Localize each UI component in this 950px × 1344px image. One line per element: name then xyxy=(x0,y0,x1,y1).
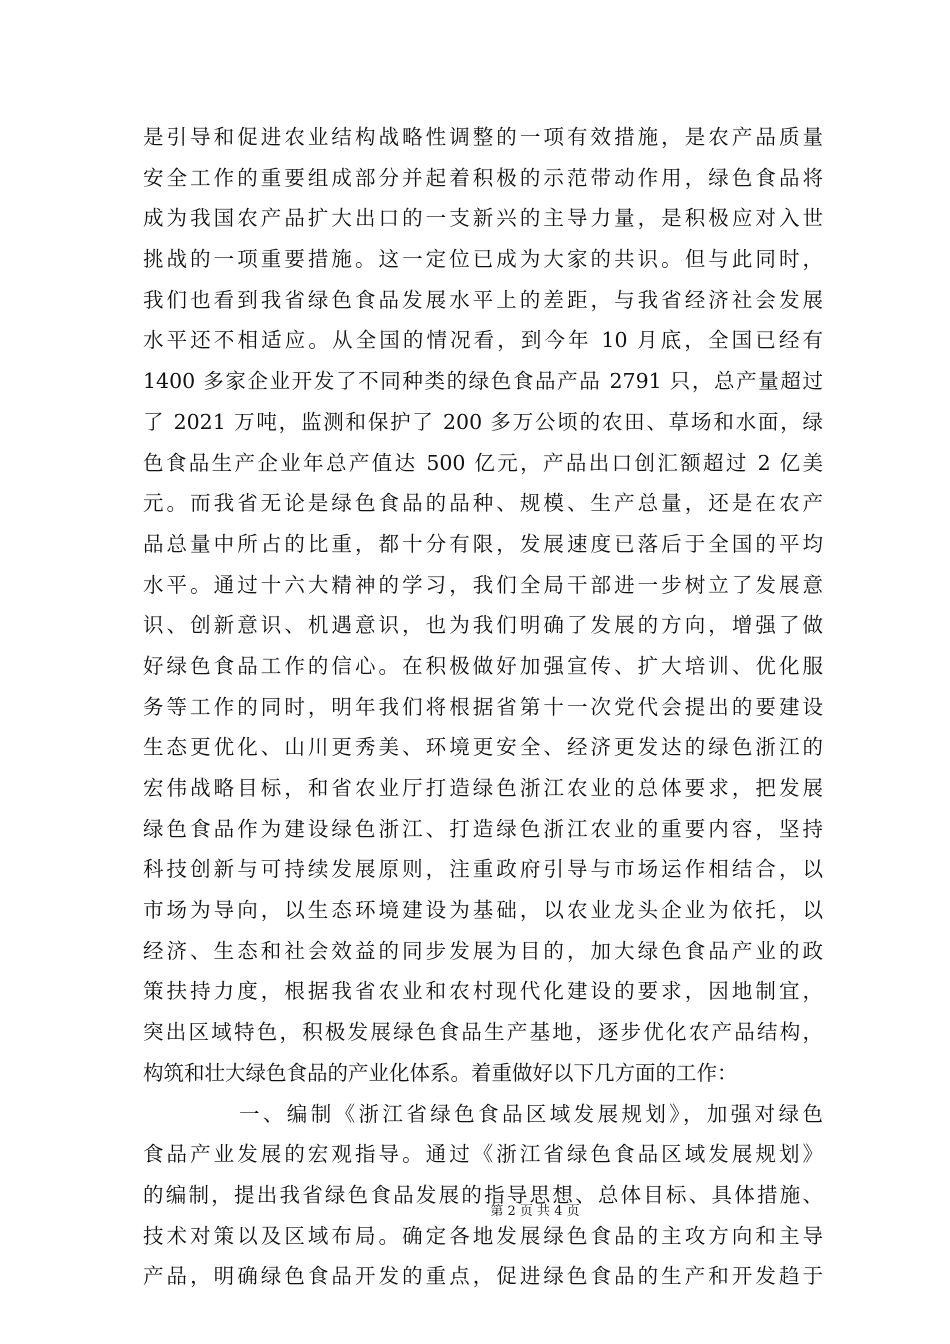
text-line: 识、创新意识、机遇意识，也为我们明确了发展的方向，增强了做 xyxy=(143,613,823,638)
text-line: 务等工作的同时，明年我们将根据省第十一次党代会提出的要建设 xyxy=(143,694,823,719)
text-line: 水平。通过十六大精神的学习，我们全局干部进一步树立了发展意 xyxy=(143,572,823,597)
text-line: 经济、生态和社会效益的同步发展为目的，加大绿色食品产业的政 xyxy=(143,938,823,963)
text-line: 好绿色食品工作的信心。在积极做好加强宣传、扩大培训、优化服 xyxy=(143,653,823,678)
text-line: 产品，明确绿色食品开发的重点，促进绿色食品的生产和开发趋于 xyxy=(143,1264,823,1289)
text-line: 技术对策以及区域布局。确定各地发展绿色食品的主攻方向和主导 xyxy=(143,1223,823,1248)
text-line: 宏伟战略目标，和省农业厅打造绿色浙江农业的总体要求，把发展 xyxy=(143,776,823,800)
text-line: 生态更优化、山川更秀美、环境更安全、经济更发达的绿色浙江的 xyxy=(143,735,823,760)
text-line: 绿色食品作为建设绿色浙江、打造绿色浙江农业的重要内容，坚持 xyxy=(143,816,823,841)
text-line: 水平还不相适应。从全国的情况看，到今年 10 月底，全国已经有 xyxy=(143,328,823,353)
text-line: 我们也看到我省绿色食品发展水平上的差距，与我省经济社会发展 xyxy=(143,287,823,312)
text-line: 食品产业发展的宏观指导。通过《浙江省绿色食品区域发展规划》 xyxy=(143,1142,823,1167)
text-line: 的编制，提出我省绿色食品发展的指导思想、总体目标、具体措施、 xyxy=(143,1182,823,1207)
body-text xyxy=(143,117,823,1297)
text-line: 安全工作的重要组成部分并起着积极的示范带动作用，绿色食品将 xyxy=(143,165,823,190)
text-line: 是引导和促进农业结构战略性调整的一项有效措施，是农产品质量 xyxy=(143,125,823,149)
text-line: 突出区域特色，积极发展绿色食品生产基地，逐步优化农产品结构， xyxy=(143,1020,823,1045)
text-line: 科技创新与可持续发展原则，注重政府引导与市场运作相结合，以 xyxy=(143,857,823,882)
text-line: 色食品生产企业年总产值达 500 亿元，产品出口创汇额超过 2 亿美 xyxy=(143,450,823,475)
text-line: 元。而我省无论是绿色食品的品种、规模、生产总量，还是在农产 xyxy=(143,491,823,516)
page-footer: 第 2 页 共 4 页 xyxy=(490,1204,580,1219)
text-line: 品总量中所占的比重，都十分有限，发展速度已落后于全国的平均 xyxy=(143,531,823,556)
text-line: 市场为导向，以生态环境建设为基础，以农业龙头企业为依托，以 xyxy=(143,898,823,923)
text-line: 1400 多家企业开发了不同种类的绿色食品产品 2791 只，总产量超过 xyxy=(143,369,823,394)
text-line: 构筑和壮大绿色食品的产业化体系。着重做好以下几方面的工作： xyxy=(143,1060,738,1085)
text-line: 策扶持力度，根据我省农业和农村现代化建设的要求，因地制宜， xyxy=(143,979,823,1004)
section-heading-line: 一、编制《浙江省绿色食品区域发展规划》，加强对绿色 xyxy=(239,1101,823,1126)
text-line: 挑战的一项重要措施。这一定位已成为大家的共识。但与此同时， xyxy=(143,247,823,272)
text-line: 了 2021 万吨，监测和保护了 200 多万公顷的农田、草场和水面，绿 xyxy=(143,409,823,434)
text-line: 成为我国农产品扩大出口的一支新兴的主导力量，是积极应对入世 xyxy=(143,206,823,231)
